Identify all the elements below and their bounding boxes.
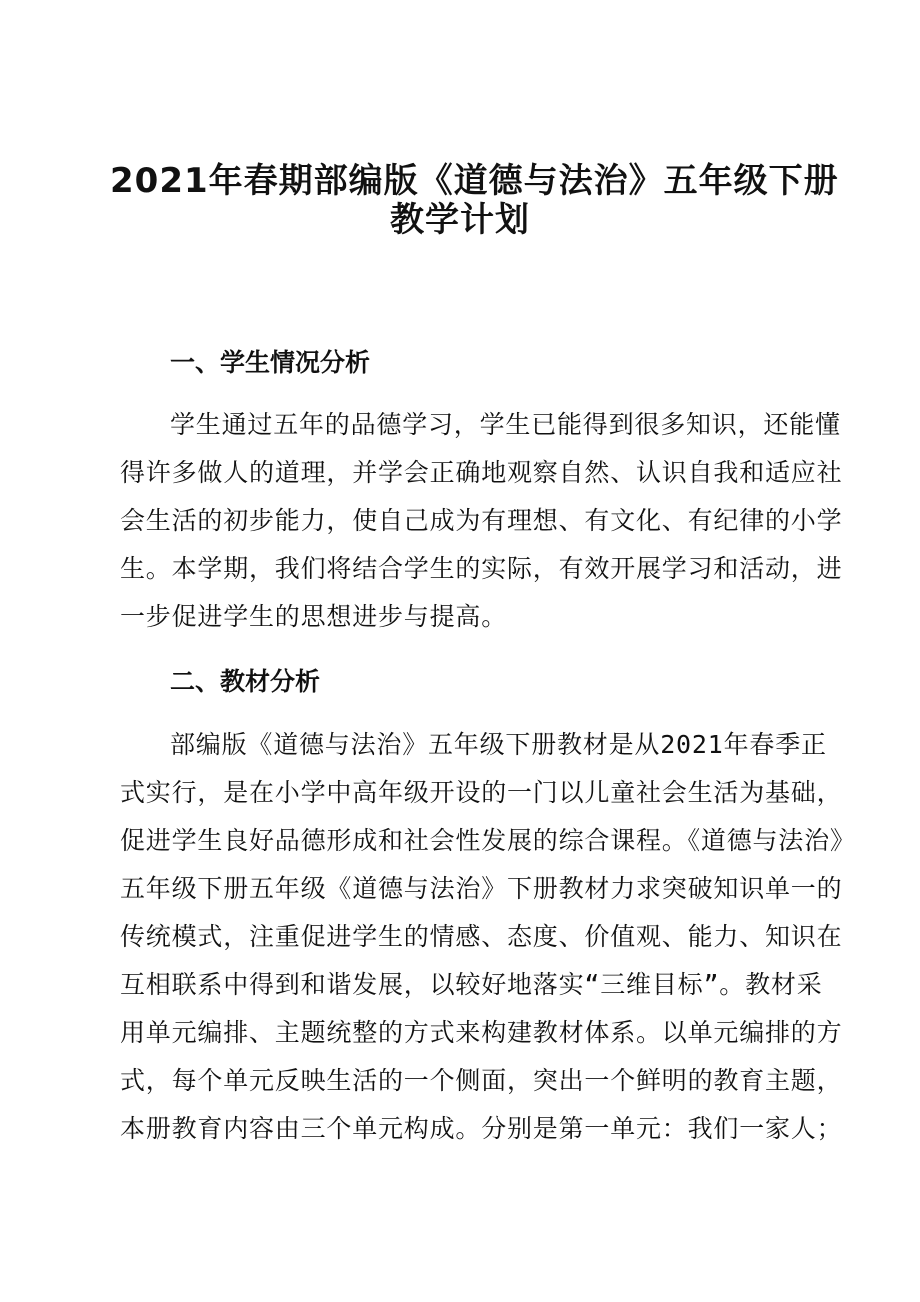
paragraph-line: 一步促进学生的思想进步与提高。 xyxy=(120,602,508,631)
paragraph-line: 本册教育内容由三个单元构成。分别是第一单元：我们一家人； xyxy=(120,1114,843,1143)
document-title-line-1: 2021年春期部编版《道德与法治》五年级下册 xyxy=(110,161,839,201)
paragraph-line: 得许多做人的道理，并学会正确地观察自然、认识自我和适应社 xyxy=(120,458,843,487)
paragraph-line: 促进学生良好品德形成和社会性发展的综合课程。《道德与法治》 xyxy=(120,826,856,855)
section-heading-student-analysis: 一、学生情况分析 xyxy=(170,348,371,377)
section-heading-textbook-analysis: 二、教材分析 xyxy=(170,667,321,696)
paragraph-student-analysis xyxy=(120,401,843,641)
paragraph-line: 互相联系中得到和谐发展，以较好地落实“三维目标”。教材采 xyxy=(120,970,823,999)
paragraph-line: 生。本学期，我们将结合学生的实际，有效开展学习和活动，进 xyxy=(120,554,843,583)
paragraph-line: 传统模式，注重促进学生的情感、态度、价值观、能力、知识在 xyxy=(120,922,843,951)
paragraph-line: 式，每个单元反映生活的一个侧面，突出一个鲜明的教育主题， xyxy=(120,1066,843,1095)
paragraph-line: 部编版《道德与法治》五年级下册教材是从2021年春季正 xyxy=(170,730,827,759)
paragraph-line: 式实行，是在小学中高年级开设的一门以儿童社会生活为基础， xyxy=(120,778,843,807)
paragraph-line: 用单元编排、主题统整的方式来构建教材体系。以单元编排的方 xyxy=(120,1018,843,1047)
paragraph-line: 五年级下册五年级《道德与法治》下册教材力求突破知识单一的 xyxy=(120,874,843,903)
paragraph-line: 会生活的初步能力，使自己成为有理想、有文化、有纪律的小学 xyxy=(120,506,843,535)
paragraph-textbook-analysis xyxy=(120,721,856,1153)
paragraph-line: 学生通过五年的品德学习，学生已能得到很多知识，还能懂 xyxy=(170,410,841,439)
document-title-line-2: 教学计划 xyxy=(390,200,530,240)
